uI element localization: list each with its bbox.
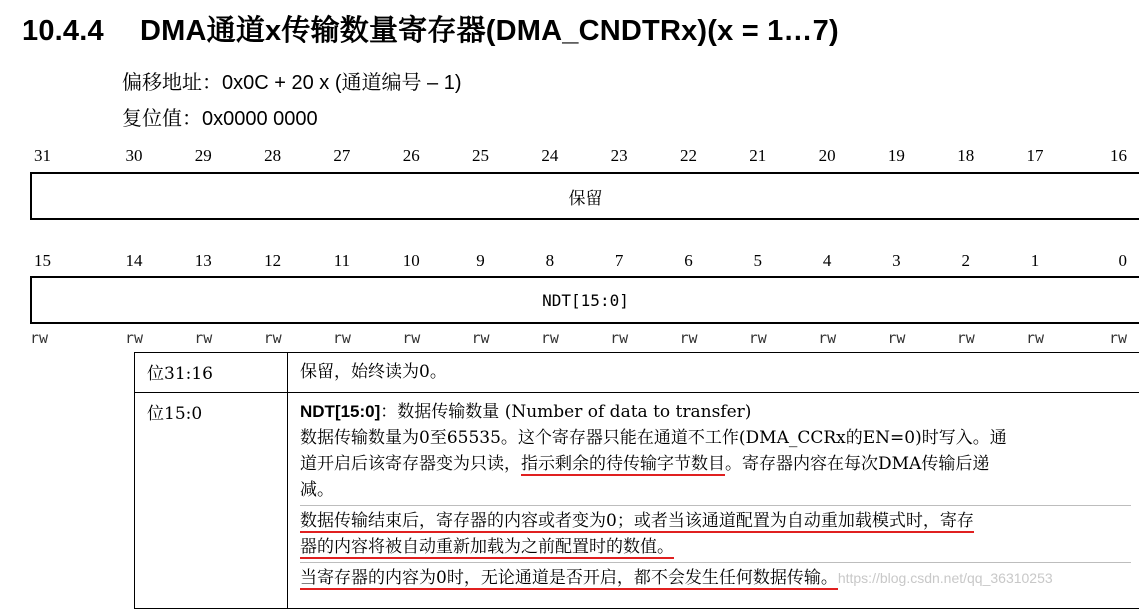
highlighted-text: 数据传输结束后，寄存器的内容或者变为0；或者当该通道配置为自动重加载模式时，寄存 bbox=[300, 511, 974, 533]
access-type: rw bbox=[238, 329, 307, 347]
bit-number: 23 bbox=[585, 146, 654, 168]
text-span: 道开启后该寄存器变为只读， bbox=[300, 454, 521, 474]
bit-numbers-high bbox=[30, 146, 1139, 168]
field-name: NDT[15:0] bbox=[300, 402, 380, 421]
bit-number: 4 bbox=[792, 251, 861, 273]
paragraph-line: 数据传输数量为0至65535。这个寄存器只能在通道不工作(DMA_CCRx的EN=0)时写入。通 bbox=[300, 425, 1131, 451]
bit-range-cell bbox=[135, 393, 288, 609]
section-heading: DMA通道x传输数量寄存器(DMA_CNDTRx)(x = 1…7) bbox=[140, 15, 839, 47]
access-type: rw bbox=[862, 329, 931, 347]
reset-value-text: 0x0000 0000 bbox=[202, 108, 318, 130]
bit-number: 31 bbox=[30, 146, 99, 168]
highlighted-text: 器的内容将被自动重新加载为之前配置时的数值。 bbox=[300, 537, 674, 559]
bit-range: 位15:0 bbox=[147, 404, 202, 424]
bit-number: 24 bbox=[515, 146, 584, 168]
reserved-field-box bbox=[30, 172, 1139, 220]
paragraph-line: 减。 bbox=[300, 477, 1131, 503]
reset-value bbox=[122, 102, 318, 131]
paragraph-line bbox=[300, 565, 1131, 591]
bit-range: 位31:16 bbox=[147, 364, 213, 384]
bit-number: 28 bbox=[238, 146, 307, 168]
bit-number: 5 bbox=[723, 251, 792, 273]
bit-number: 21 bbox=[723, 146, 792, 168]
paragraph-line bbox=[300, 534, 1131, 560]
bit-number: 19 bbox=[862, 146, 931, 168]
bit-desc-cell bbox=[288, 353, 1139, 393]
bit-number: 26 bbox=[377, 146, 446, 168]
bit-numbers-low bbox=[30, 251, 1139, 273]
access-type: rw bbox=[307, 329, 376, 347]
access-type: rw bbox=[30, 329, 99, 347]
paragraph-separator bbox=[300, 562, 1131, 591]
bit-desc-cell bbox=[288, 393, 1139, 609]
bit-number: 8 bbox=[515, 251, 584, 273]
access-type: rw bbox=[446, 329, 515, 347]
reset-label: 复位值： bbox=[122, 106, 202, 130]
bit-number: 10 bbox=[377, 251, 446, 273]
section-number: 10.4.4 bbox=[22, 15, 140, 48]
access-type: rw bbox=[99, 329, 168, 347]
bit-range-cell bbox=[135, 353, 288, 393]
access-type: rw bbox=[585, 329, 654, 347]
paragraph-separator bbox=[300, 505, 1131, 560]
bit-number: 30 bbox=[99, 146, 168, 168]
bit-number: 18 bbox=[931, 146, 1000, 168]
ndt-field-label: NDT[15:0] bbox=[542, 291, 629, 310]
bit-number: 22 bbox=[654, 146, 723, 168]
access-row bbox=[30, 329, 1139, 347]
access-type: rw bbox=[723, 329, 792, 347]
section-title bbox=[22, 8, 839, 49]
table-row bbox=[135, 353, 1139, 393]
text-span: 。寄存器内容在每次DMA传输后递 bbox=[725, 454, 989, 474]
access-type: rw bbox=[654, 329, 723, 347]
field-heading bbox=[300, 399, 1131, 425]
bit-number: 9 bbox=[446, 251, 515, 273]
access-type: rw bbox=[169, 329, 238, 347]
bit-number: 14 bbox=[99, 251, 168, 273]
bit-number: 6 bbox=[654, 251, 723, 273]
table-row bbox=[135, 393, 1139, 609]
reserved-description: 保留，始终读为0。 bbox=[300, 359, 1131, 385]
access-type: rw bbox=[377, 329, 446, 347]
bit-number: 3 bbox=[862, 251, 931, 273]
bit-number: 25 bbox=[446, 146, 515, 168]
access-type: rw bbox=[792, 329, 861, 347]
bit-number: 12 bbox=[238, 251, 307, 273]
bit-number: 29 bbox=[169, 146, 238, 168]
bit-number: 13 bbox=[169, 251, 238, 273]
access-type: rw bbox=[1070, 329, 1139, 347]
paragraph-line bbox=[300, 508, 1131, 534]
bit-number: 0 bbox=[1070, 251, 1139, 273]
offset-address bbox=[122, 66, 462, 95]
bit-number: 1 bbox=[1000, 251, 1069, 273]
paragraph-line bbox=[300, 451, 1131, 477]
bit-number: 16 bbox=[1070, 146, 1139, 168]
offset-label: 偏移地址： bbox=[122, 70, 222, 94]
bit-number: 17 bbox=[1000, 146, 1069, 168]
bit-number: 2 bbox=[931, 251, 1000, 273]
access-type: rw bbox=[1000, 329, 1069, 347]
bit-number: 20 bbox=[792, 146, 861, 168]
field-summary: ：数据传输数量 (Number of data to transfer) bbox=[380, 402, 751, 422]
access-type: rw bbox=[931, 329, 1000, 347]
bit-number: 15 bbox=[30, 251, 99, 273]
reserved-field-label: 保留 bbox=[569, 184, 603, 209]
bit-number: 11 bbox=[307, 251, 376, 273]
offset-value: 0x0C + 20 x (通道编号 – 1) bbox=[222, 72, 462, 94]
highlighted-text: 当寄存器的内容为0时，无论通道是否开启，都不会发生任何数据传输。 bbox=[300, 568, 838, 590]
bit-description-table bbox=[134, 352, 1139, 609]
ndt-field-box bbox=[30, 276, 1139, 324]
access-type: rw bbox=[515, 329, 584, 347]
watermark: https://blog.csdn.net/qq_36310253 bbox=[838, 570, 1053, 586]
highlighted-text: 指示剩余的待传输字节数目 bbox=[521, 454, 725, 476]
bit-number: 7 bbox=[585, 251, 654, 273]
bit-number: 27 bbox=[307, 146, 376, 168]
